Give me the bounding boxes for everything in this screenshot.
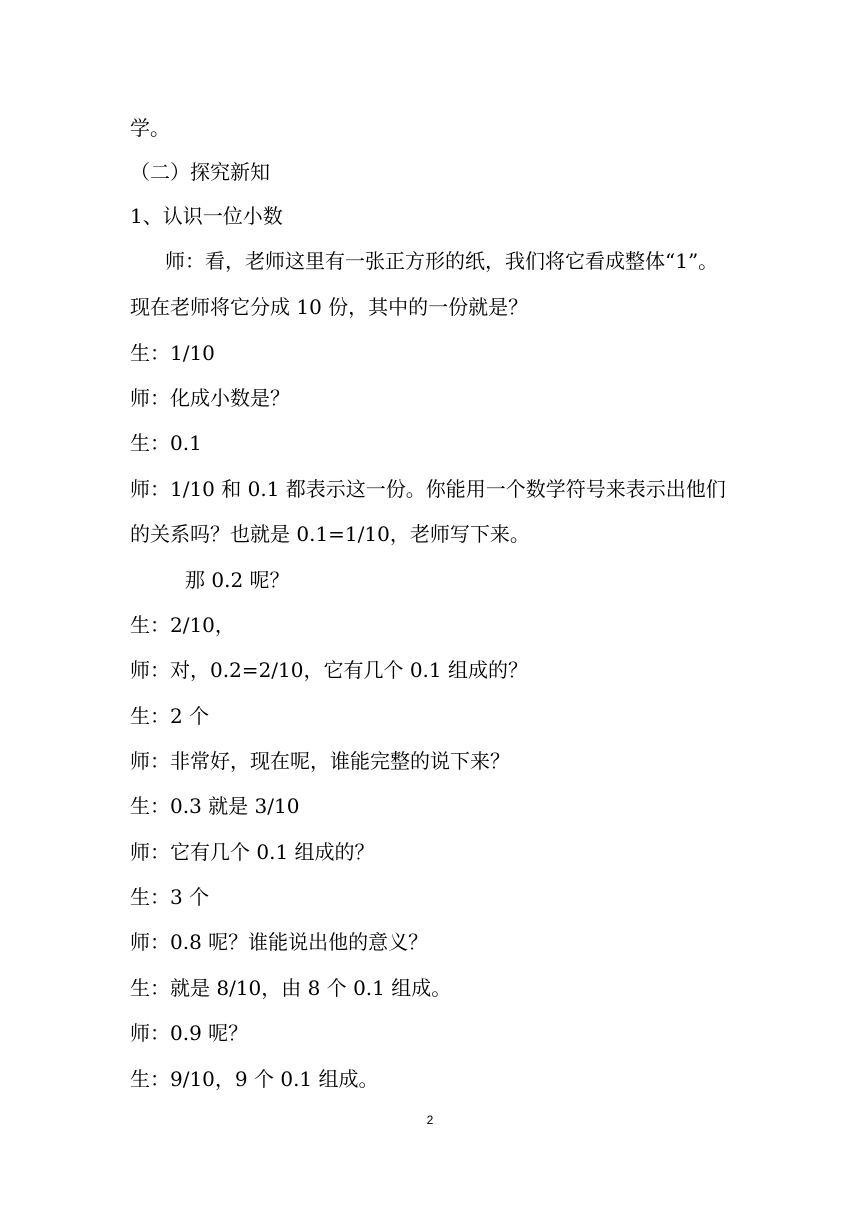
text-line: 师：0.9 呢？ <box>130 1021 249 1045</box>
page-number: 2 <box>426 1113 434 1127</box>
text-line: 生：0.1 <box>130 431 202 455</box>
text-line: 师：对，0.2=2/10，它有几个 0.1 组成的？ <box>130 658 528 682</box>
text-line: 师：化成小数是？ <box>130 386 290 410</box>
text-line: 生：0.3 就是 3/10 <box>130 794 300 818</box>
text-line: 师：0.8 呢？谁能说出他的意义？ <box>130 930 429 954</box>
text-line: 生：3 个 <box>130 885 210 909</box>
text-line: 师：它有几个 0.1 组成的？ <box>130 840 375 864</box>
text-line: 师：1/10 和 0.1 都表示这一份。你能用一个数学符号来表示出他们 <box>130 477 726 501</box>
text-line: 师：看，老师这里有一张正方形的纸，我们将它看成整体“1”。 <box>165 249 719 273</box>
text-line: 生：2/10， <box>130 613 235 637</box>
text-line: 师：非常好，现在呢，谁能完整的说下来？ <box>130 749 510 773</box>
text-line: 学。 <box>130 116 170 140</box>
text-line: 生：就是 8/10，由 8 个 0.1 组成。 <box>130 976 452 1000</box>
text-line: 现在老师将它分成 10 份，其中的一份就是？ <box>130 295 529 319</box>
section-heading: （二）探究新知 <box>130 160 270 184</box>
text-line: 的关系吗？也就是 0.1=1/10，老师写下来。 <box>130 522 530 546</box>
text-line: 生：1/10 <box>130 341 215 365</box>
subsection-heading: 1、认识一位小数 <box>130 204 283 228</box>
text-line: 那 0.2 呢？ <box>185 568 290 592</box>
text-line: 生：2 个 <box>130 704 210 728</box>
text-line: 生：9/10，9 个 0.1 组成。 <box>130 1067 379 1091</box>
